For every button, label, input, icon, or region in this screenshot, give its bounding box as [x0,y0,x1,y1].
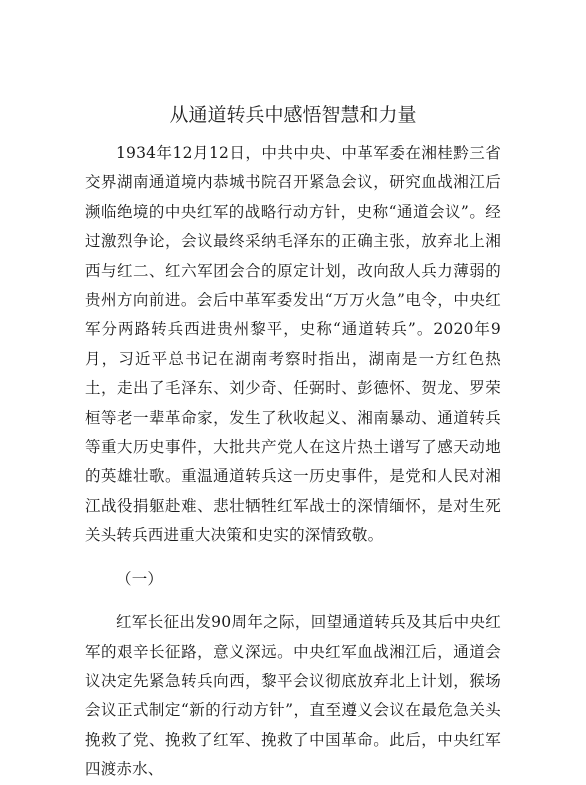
section-heading: （一） [116,569,164,588]
paragraph-1: 1934年12月12日，中共中央、中革军委在湘桂黔三省交界湖南通道境内恭城书院召开紧急会议，研究血战湘江后濒临绝境的中央红军的战略行动方针，史称“通道会议”。经过激烈争论，会议最终采纳毛泽东的正确主张，放弃北上湘西与红二、红六军团会合的原定计划，改向敌人兵力薄弱的贵州方向前进。会后中革军委发出“万万火急”电令，中央红军分两路转兵西进贵州黎平，史称“通道转兵”。2020年9月，习近平总书记在湖南考察时指出，湖南是一方红色热土，走出了毛泽东、刘少奇、任弼时、彭德怀、贺龙、罗荣桓等老一辈革命家，发生了秋收起义、湘南暴动、通道转兵等重大历史事件，大批共产党人在这片热土谱写了感天动地的英雄壮歌。重温通道转兵这一历史事件，是党和人民对湘江战役捐躯赴难、悲壮牺牲红军战士的深情缅怀，是对生死关头转兵西进重大决策和史实的深情致敬。 [85,144,501,545]
paragraph-2: 红军长征出发90周年之际，回望通道转兵及其后中央红军的艰辛长征路，意义深远。中央红军血战湘江后，通道会议决定先紧急转兵向西，黎平会议彻底放弃北上计划，猴场会议正式制定“新的行动方针”，直至遵义会议在最危急关头挽救了党、挽救了红军、挽救了中国革命。此后，中央红军四渡赤水、 [85,613,501,779]
document-body [85,139,501,785]
document-title: 从通道转兵中感悟智慧和力量 [169,104,417,126]
